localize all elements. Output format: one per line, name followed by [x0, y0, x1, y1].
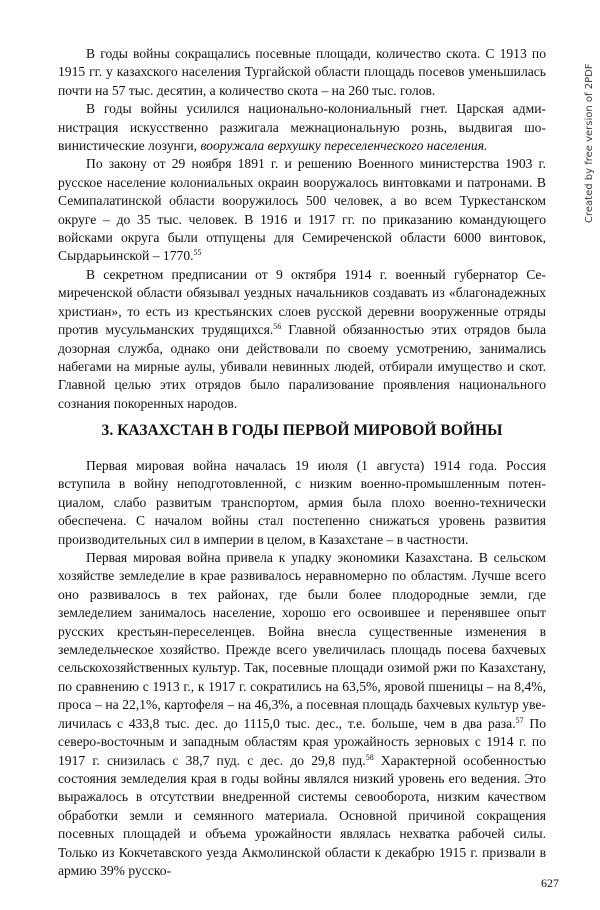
- paragraph-secret-order: В секретном предписании от 9 октября 1914 г. военный губернатор Семиреченской области обязывал уездных начальников создавать из «благонадежных христиан», то есть из крестьянских слоев русской деревни вооруженные отряды против мусульманских трудящихся.$^{56}$ Главной обязанностью этих отрядов была дозорная служба, однако они действовали по своему усмотрению, занимались набегами на мирные аулы, убивали невинных людей, отбирали имущество и скот. Главной целью этих отрядов было парализование проявления национального сознания покоренных народов.: [58, 266, 547, 411]
- text-block-bottom: [58, 457, 546, 880]
- paragraph-economic-decline: Первая мировая война привела к упадку экономики Казахстана. В сельском хозяйстве земледелие в крае развивалось неравномерно по областям. Лучше всего оно развивалось в тех районах, где были более плодородные земли, где земледелием занималось население, хорошо его освоившее и перенявшее опыт русских крестьян-переселенцев. Война внесла существенные изменения в земледельческое хозяйство. Прежде всего увеличилась площадь посева бахчевых сельскохозяйственных культур. Так, посевные площади озимой ржи по Казахстану, по сравнению с 1913 г., к 1917 г. сократились на 63,5%, яровой пшеницы – на 8,4%, проса – на 22,1%, картофеля – на 46,3%, а посевная площадь бахчевых культур увеличилась с 433,8 тыс. дес. до 1115,0 тыс. дес., т.е. больше, чем в два раза.$^{57}$ По северо-восточным и западным областям края урожайность зерновых с 1914 г. по 1917 г. снизилась с 38,7 пуд. с дес. до 29,8 пуд.$^{58}$ Характерной особенностью состояния земледелия края в годы войны являлся низкий уровень его ведения. Это выражалось в отсутствии внедренной системы севооборота, низким качеством обработки земли и семянного материала. Основной причиной сокращения посевных площадей и объема урожайности являлась нехватка рабочей силы. Только из Кокчетавского уезда Акмолинской области к декабрю 1915 г. призвали в армию 39% русско-: [58, 550, 547, 878]
- footnote-ref-56: 56: [273, 322, 282, 332]
- paragraph-sowing-areas: В годы войны сокращались посевные площади, количество скота. С 1913 по 1915 гг. у казахского населения Тургайской области площадь посевов уменьшилась почти на 57 тыс. десятин, а количество скота – на 260 тыс. голов.: [58, 46, 546, 98]
- paragraph-colonial-oppression: В годы войны усилился национально-колониальный гнет. Царская администрация искусственно разжигала межнациональную рознь, выдвигая шовинистические лозунги, вооружала верхушку переселенческого населения.: [58, 101, 546, 154]
- text-block-top: [58, 45, 546, 413]
- footnote-ref-57: 57: [515, 715, 524, 725]
- footnote-ref-55: 55: [193, 248, 202, 258]
- footnote-ref-58: 58: [365, 752, 374, 762]
- paragraph-arming-law: По закону от 29 ноября 1891 г. и решению Военного министерства 1903 г. русское население колониальных окраин вооружалось винтовками и патронами. В Семипалатинской области вооружилось 500 человек, а во всем Туркестанском округе – до 35 тыс. человек. В 1916 и 1917 гг. по приказанию командующего войсками округа были отпущены для Семиреченской области 6000 винтовок, Сырдарьинской – 1770.55: [58, 156, 546, 264]
- page-number: 627: [541, 876, 559, 890]
- section-heading: 3. КАЗАХСТАН В ГОДЫ ПЕРВОЙ МИРОВОЙ ВОЙНЫ: [101, 422, 503, 439]
- paragraph-war-start: Первая мировая война началась 19 июля (1 августа) 1914 года. Россия вступила в войну неподготовленной, с низким военно-промышленным потенциалом, слабо развитым транспортом, армия была плохо военно-технически обеспечена. С началом войны стал постепенно снижаться уровень развития производительных сил в империи в целом, в Казахстане – в частности.: [58, 458, 546, 547]
- watermark-text: Created by free version of 2PDF: [584, 63, 595, 223]
